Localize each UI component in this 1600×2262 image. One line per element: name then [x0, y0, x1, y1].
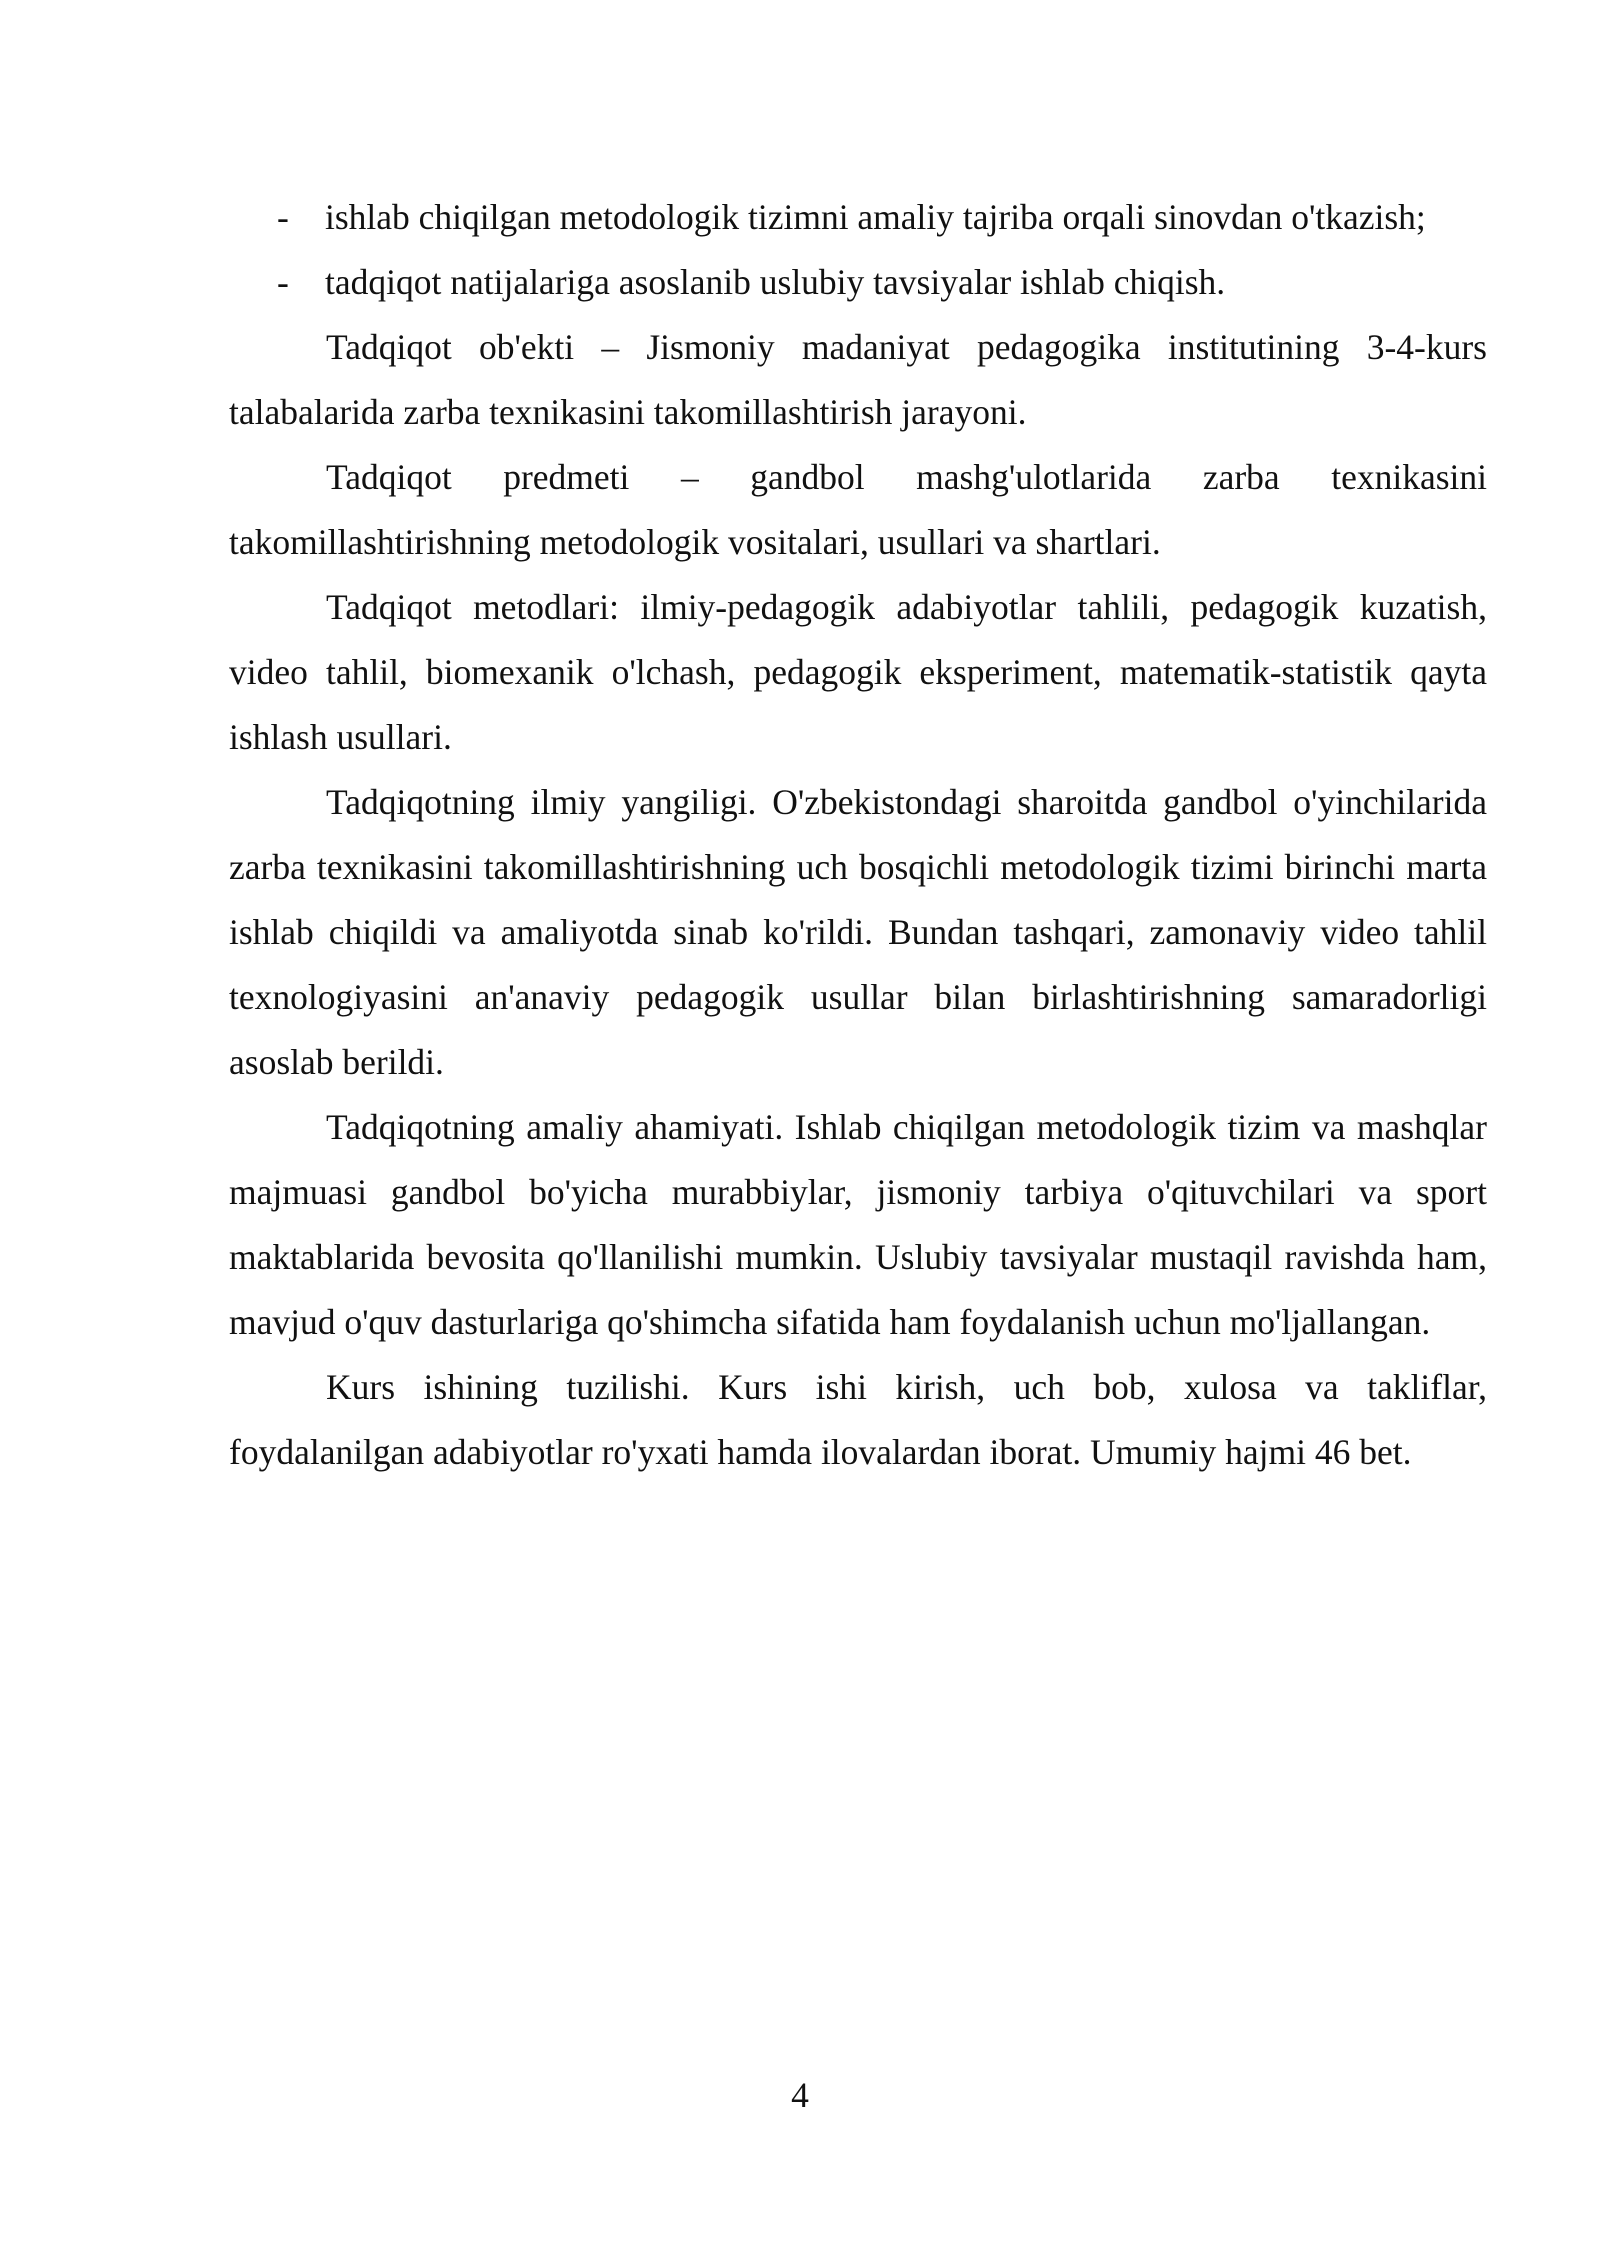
- bullet-text: ishlab chiqilgan metodologik tizimni amaliy tajriba orqali sinovdan o'tkazish;: [325, 197, 1426, 237]
- paragraph-research-object: Tadqiqot ob'ekti – Jismoniy madaniyat pedagogika institutining 3-4-kurs talabalarida zarba texnikasini takomillashtirish jarayoni.: [229, 327, 1487, 432]
- bullet-marker: -: [277, 197, 289, 237]
- bullet-marker: -: [277, 262, 289, 302]
- bullet-item: [229, 185, 1487, 250]
- paragraph-scientific-novelty: Tadqiqotning ilmiy yangiligi. O'zbekistondagi sharoitda gandbol o'yinchilarida zarba texnikasini takomillashtirishning uch bosqichli metodologik tizimi birinchi marta ishlab chiqildi va amaliyotda sinab ko'rildi. Bundan tashqari, zamonaviy video tahlil texnologiyasini an'anaviy pedagogik usullar bilan birlashtirishning samaradorligi asoslab berildi.: [229, 782, 1487, 1082]
- bullet-item: [229, 250, 1487, 315]
- paragraph-research-subject: Tadqiqot predmeti – gandbol mashg'ulotlarida zarba texnikasini takomillashtirishning metodologik vositalari, usullari va shartlari.: [229, 457, 1487, 562]
- paragraph-research-methods: Tadqiqot metodlari: ilmiy-pedagogik adabiyotlar tahlili, pedagogik kuzatish, video tahlil, biomexanik o'lchash, pedagogik eksperiment, matematik-statistik qayta ishlash usullari.: [229, 587, 1487, 757]
- paragraph-work-structure: Kurs ishining tuzilishi. Kurs ishi kirish, uch bob, xulosa va takliflar, foydalanilgan adabiyotlar ro'yxati hamda ilovalardan iborat. Umumiy hajmi 46 bet.: [229, 1367, 1487, 1472]
- paragraph-practical-significance: Tadqiqotning amaliy ahamiyati. Ishlab chiqilgan metodologik tizim va mashqlar majmuasi gandbol bo'yicha murabbiylar, jismoniy tarbiya o'qituvchilari va sport maktablarida bevosita qo'llanilishi mumkin. Uslubiy tavsiyalar mustaqil ravishda ham, mavjud o'quv dasturlariga qo'shimcha sifatida ham foydalanish uchun mo'ljallangan.: [229, 1107, 1487, 1342]
- bullet-text: tadqiqot natijalariga asoslanib uslubiy tavsiyalar ishlab chiqish.: [325, 262, 1226, 302]
- page-number: 4: [791, 2075, 809, 2115]
- page-body: [229, 185, 1487, 1485]
